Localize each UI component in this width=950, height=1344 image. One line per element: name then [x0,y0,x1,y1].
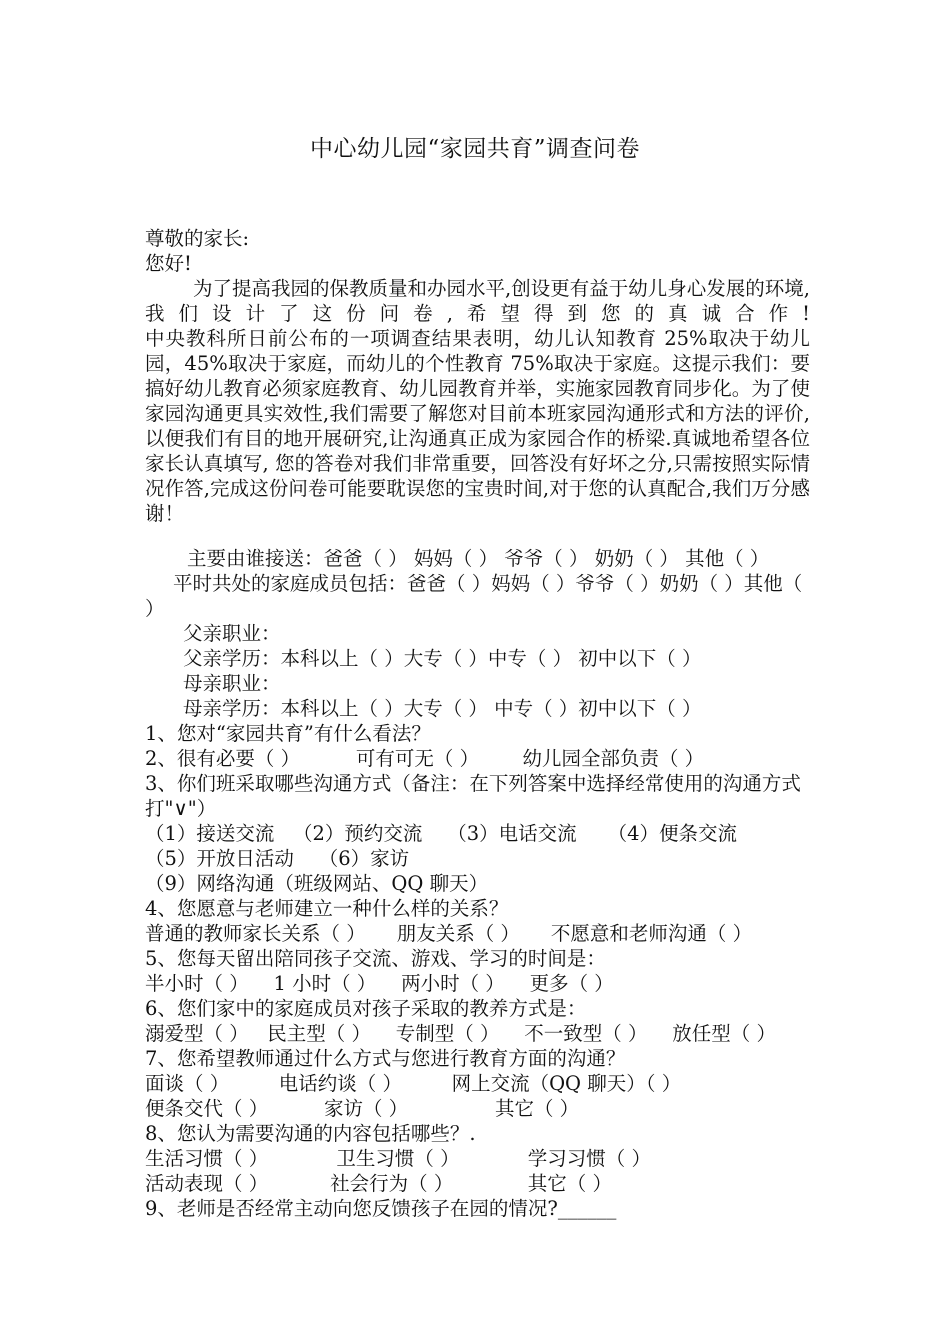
question-3-options-row-1: （1）接送交流 （2）预约交流 （3）电话交流 （4）便条交流 [145,822,738,845]
question-7: 7、您希望教师通过什么方式与您进行教育方面的沟通？ [145,1047,626,1070]
question-5: 5、您每天留出陪同孩子交流、游戏、学习的时间是： [145,947,606,970]
question-1: 1、您对“家园共育”有什么看法？ [145,722,431,745]
question-3-options-row-2: （5）开放日活动 （6）家访 [145,847,410,870]
family-members-text: 平时共处的家庭成员包括：爸爸（ ）妈妈（ ）爷爷（ ）奶奶（ ）其他（ ） [145,572,803,620]
question-4: 4、您愿意与老师建立一种什么样的关系？ [145,897,509,920]
family-members-question [145,571,810,621]
intro-paragraph-2: 中央教科所日前公布的一项调查结果表明，幼儿认知教育 25%取决于幼儿园，45%取决于家庭，而幼儿的个性教育 75%取决于家庭。这提示我们：要搞好幼儿教育必须家庭教育、幼儿园教育并举，实施家园教育同步化。为了使家园沟通更具实效性,我们需要了解您对目前本班家园沟通形式和方法的评价,以便我们有目的地开展研究,让沟通真正成为家园合作的桥梁.真诚地希望各位家长认真填写, 您的答卷对我们非常重要，回答没有好坏之分,只需按照实际情况作答,完成这份问卷可能要耽误您的宝贵时间,对于您的认真配合,我们万分感谢！ [145,327,810,525]
document-body [145,226,810,1221]
mother-job: 母亲职业： [183,672,281,695]
question-6: 6、您们家中的家庭成员对孩子采取的教养方式是： [145,997,587,1020]
question-9: 9、老师是否经常主动向您反馈孩子在园的情况?______ [145,1197,617,1220]
spacer [145,526,810,546]
question-8-options-row-1: 生活习惯（ ） 卫生习惯（ ） 学习习惯（ ） [145,1147,651,1170]
father-education: 父亲学历：本科以上（ ）大专（ ）中专（ ） 初中以下（ ） [183,647,702,670]
intro-paragraph-1-text: 为了提高我园的保教质量和办园水平,创设更有益于幼儿身心发展的环境,我们设计了这份问卷,希望得到您的真诚合作! [145,277,810,325]
question-8: 8、您认为需要沟通的内容包括哪些？. [145,1122,476,1145]
intro-paragraph-1 [145,276,810,326]
question-3-options-row-3: （9）网络沟通（班级网站、QQ 聊天） [145,872,489,895]
mother-education: 母亲学历：本科以上（ ）大专（ ） 中专（ ）初中以下（ ） [183,697,702,720]
page-title: 中心幼儿园“家园共育”调查问卷 [309,136,641,162]
question-4-options: 普通的教师家长关系（ ） 朋友关系（ ） 不愿意和老师沟通（ ） [145,922,753,945]
question-7-options-row-2: 便条交代（ ） 家访（ ） 其它（ ） [145,1097,580,1120]
father-job: 父亲职业： [183,622,281,645]
question-8-options-row-2: 活动表现（ ） 社会行为（ ） 其它（ ） [145,1172,612,1195]
question-3: 3、你们班采取哪些沟通方式（备注：在下列答案中选择经常使用的沟通方式打"∨"） [145,772,801,820]
question-6-options: 溺爱型（ ） 民主型（ ） 专制型（ ） 不一致型（ ） 放任型（ ） [145,1022,776,1045]
hello: 您好! [145,252,192,275]
greeting: 尊敬的家长: [145,227,250,250]
question-7-options-row-1: 面谈（ ） 电话约谈（ ） 网上交流（QQ 聊天）（ ） [145,1072,682,1095]
question-2: 2、很有必要（ ） 可有可无（ ） 幼儿园全部负责（ ） [145,747,705,770]
pickup-question: 主要由谁接送：爸爸（ ） 妈妈（ ） 爷爷（ ） 奶奶（ ） 其他（ ） [187,547,770,570]
question-5-options: 半小时（ ） 1 小时（ ） 两小时（ ） 更多（ ） [145,972,614,995]
